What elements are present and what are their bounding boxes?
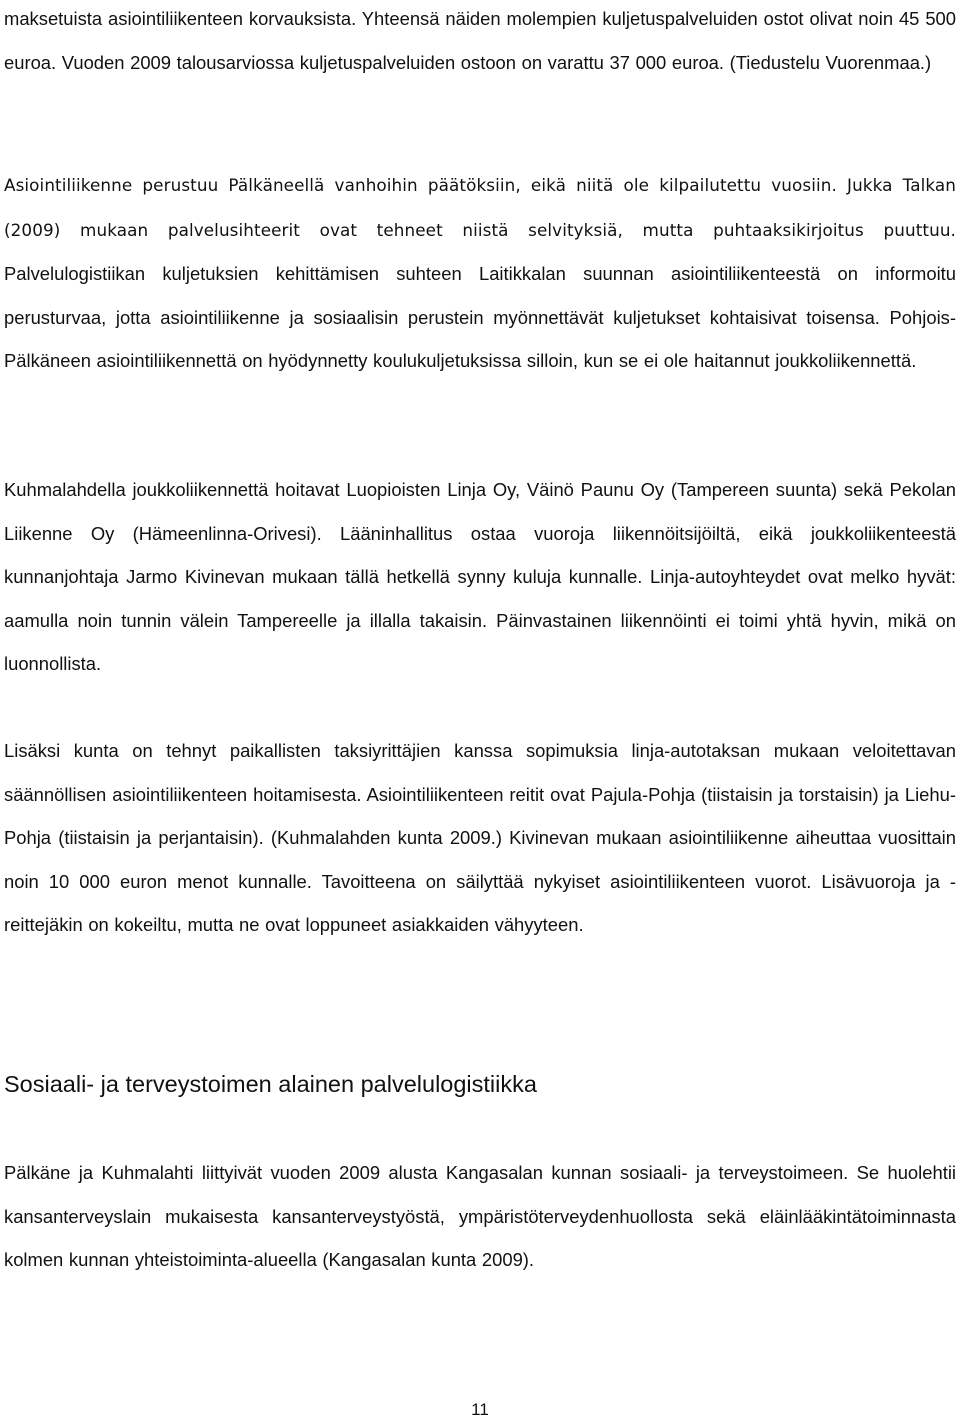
paragraph-5: [4, 1151, 956, 1282]
paragraph-5-text: Pälkäne ja Kuhmalahti liittyivät vuoden 2009 alusta Kangasalan kunnan sosiaali- ja terveystoimeen. Se huolehtii kansanterveyslain mukaisesta kansanterveystyöstä, ympäristöterveydenhuollosta sekä eläinlääkintätoiminnasta kolmen kunnan yhteistoiminta-alueella (Kangasalan kunta 2009).: [4, 1162, 956, 1270]
paragraph-4: [4, 729, 956, 947]
section-heading: Sosiaali- ja terveystoimen alainen palvelulogistiikka: [4, 1071, 537, 1097]
paragraph-2: [4, 163, 956, 383]
paragraph-2-text-part-a: Asiointiliikenne perustuu Pälkäneellä vanhoihin päätöksiin, eikä niitä ole kilpailutettu vuosiin. Jukka Talkan (2009) mukaan palvelusihteerit ovat tehneet niistä selvityksiä, mutta puhtaaksikirjoitus puuttuu.: [4, 175, 956, 240]
paragraph-2-text-part-b: Palvelulogistiikan kuljetuksien kehittämisen suhteen Laitikkalan suunnan asiointiliikenteestä on informoitu perusturvaa, jotta asiointiliikenne ja sosiaalisin perustein myönnettävät kuljetukset kohtaisivat toisensa. Pohjois-Pälkäneen asiointiliikennettä on hyödynnetty koulukuljetuksissa silloin, kun se ei ole haitannut joukkoliikennettä.: [4, 263, 956, 371]
paragraph-4-text: Lisäksi kunta on tehnyt paikallisten taksiyrittäjien kanssa sopimuksia linja-autotaksan mukaan veloitettavan säännöllisen asiointiliikenteen hoitamisesta. Asiointiliikenteen reitit ovat Pajula-Pohja (tiistaisin ja torstaisin) ja Liehu-Pohja (tiistaisin ja perjantaisin). (Kuhmalahden kunta 2009.) Kivinevan mukaan asiointiliikenne aiheuttaa vuosittain noin 10 000 euron menot kunnalle. Tavoitteena on säilyttää nykyiset asiointiliikenteen vuorot. Lisävuoroja ja -reittejäkin on kokeiltu, mutta ne ovat loppuneet asiakkaiden vähyyteen.: [4, 740, 956, 935]
paragraph-1: [4, 0, 956, 84]
paragraph-3: [4, 468, 956, 686]
paragraph-3-text: Kuhmalahdella joukkoliikennettä hoitavat Luopioisten Linja Oy, Väinö Paunu Oy (Tampereen suunta) sekä Pekolan Liikenne Oy (Hämeenlinna-Orivesi). Lääninhallitus ostaa vuoroja liikennöitsijöiltä, eikä joukkoliikenteestä kunnanjohtaja Jarmo Kivinevan mukaan tällä hetkellä synny kuluja kunnalle. Linja-autoyhteydet ovat melko hyvät: aamulla noin tunnin välein Tampereelle ja illalla takaisin. Päinvastainen liikennöinti ei toimi yhtä hyvin, mikä on luonnollista.: [4, 479, 956, 674]
page-number: 11: [471, 1400, 489, 1419]
paragraph-1-text: maksetuista asiointiliikenteen korvauksista. Yhteensä näiden molempien kuljetuspalveluiden ostot olivat noin 45 500 euroa. Vuoden 2009 talousarviossa kuljetuspalveluiden ostoon on varattu 37 000 euroa. (Tiedustelu Vuorenmaa.): [4, 8, 956, 73]
